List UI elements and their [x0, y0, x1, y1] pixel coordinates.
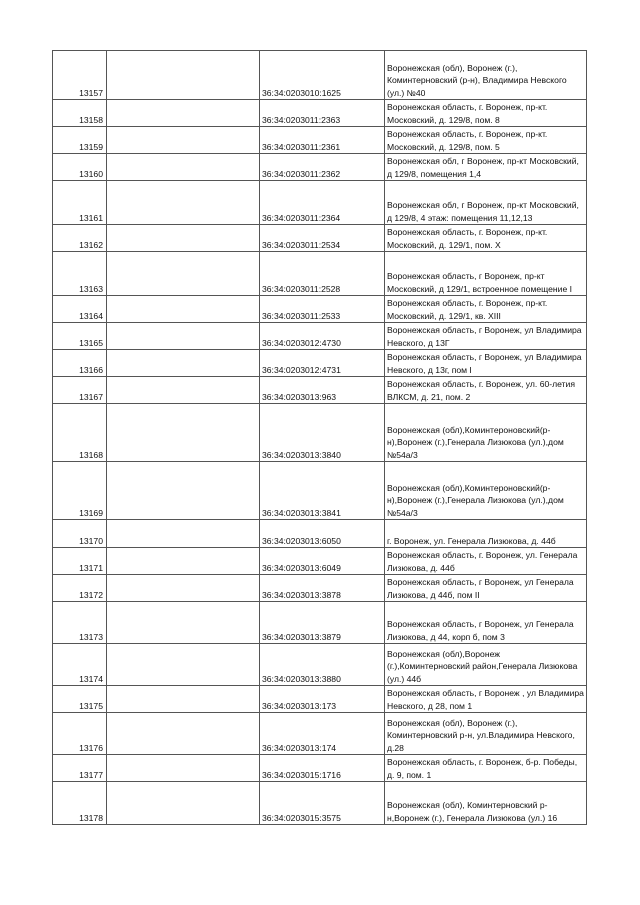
table-row: [53, 520, 587, 548]
empty-cell: [107, 713, 260, 755]
address-cell: Воронежская (обл), Воронеж (г.), Коминтерновский р-н, ул.Владимира Невского, д.28: [385, 713, 587, 755]
empty-cell: [107, 296, 260, 323]
row-number: 13158: [53, 100, 107, 127]
row-number: 13176: [53, 713, 107, 755]
table-row: [53, 154, 587, 181]
table-row: [53, 181, 587, 225]
empty-cell: [107, 548, 260, 575]
table-row: [53, 686, 587, 713]
row-number: 13163: [53, 252, 107, 296]
address-cell: Воронежская область, г. Воронеж, пр-кт. Московский, д. 129/1, кв. XIII: [385, 296, 587, 323]
empty-cell: [107, 575, 260, 602]
empty-cell: [107, 225, 260, 252]
cadastral-number: 36:34:0203011:2533: [260, 296, 385, 323]
empty-cell: [107, 462, 260, 520]
table-row: [53, 350, 587, 377]
empty-cell: [107, 350, 260, 377]
register-table-page: [52, 50, 586, 825]
cadastral-number: 36:34:0203013:3841: [260, 462, 385, 520]
empty-cell: [107, 127, 260, 154]
address-cell: Воронежская (обл),Коминтероновский(р-н),Воронеж (г.),Генерала Лизюкова (ул.),дом №54а/3: [385, 404, 587, 462]
row-number: 13175: [53, 686, 107, 713]
address-cell: г. Воронеж, ул. Генерала Лизюкова, д. 44б: [385, 520, 587, 548]
register-table: [52, 50, 587, 825]
table-row: [53, 100, 587, 127]
row-number: 13168: [53, 404, 107, 462]
table-row: [53, 602, 587, 644]
address-cell: Воронежская область, г. Воронеж, пр-кт. Московский, д. 129/8, пом. 5: [385, 127, 587, 154]
cadastral-number: 36:34:0203015:3575: [260, 782, 385, 825]
cadastral-number: 36:34:0203013:6049: [260, 548, 385, 575]
cadastral-number: 36:34:0203013:3880: [260, 644, 385, 686]
cadastral-number: 36:34:0203011:2361: [260, 127, 385, 154]
address-cell: Воронежская область, г. Воронеж, ул. Генерала Лизюкова, д. 44б: [385, 548, 587, 575]
table-row: [53, 296, 587, 323]
empty-cell: [107, 782, 260, 825]
table-row: [53, 252, 587, 296]
row-number: 13173: [53, 602, 107, 644]
address-cell: Воронежская обл, г Воронеж, пр-кт Московский, д 129/8, помещения 1,4: [385, 154, 587, 181]
cadastral-number: 36:34:0203013:3879: [260, 602, 385, 644]
empty-cell: [107, 686, 260, 713]
empty-cell: [107, 100, 260, 127]
empty-cell: [107, 377, 260, 404]
cadastral-number: 36:34:0203012:4730: [260, 323, 385, 350]
row-number: 13174: [53, 644, 107, 686]
register-table-body: [53, 51, 587, 825]
empty-cell: [107, 323, 260, 350]
row-number: 13161: [53, 181, 107, 225]
cadastral-number: 36:34:0203011:2363: [260, 100, 385, 127]
address-cell: Воронежская (обл), Воронеж (г.), Коминтерновский (р-н), Владимира Невского (ул.) №40: [385, 51, 587, 100]
empty-cell: [107, 181, 260, 225]
cadastral-number: 36:34:0203012:4731: [260, 350, 385, 377]
address-cell: Воронежская область, г Воронеж, ул Владимира Невского, д 13г, пом I: [385, 350, 587, 377]
address-cell: Воронежская область, г. Воронеж, пр-кт. Московский, д. 129/8, пом. 8: [385, 100, 587, 127]
cadastral-number: 36:34:0203011:2528: [260, 252, 385, 296]
row-number: 13169: [53, 462, 107, 520]
address-cell: Воронежская область, г. Воронеж, б-р. Победы, д. 9, пом. 1: [385, 755, 587, 782]
table-row: [53, 644, 587, 686]
address-cell: Воронежская (обл),Воронеж (г.),Коминтерновский район,Генерала Лизюкова (ул.) 44б: [385, 644, 587, 686]
address-cell: Воронежская (обл), Коминтерновский р-н,Воронеж (г.), Генерала Лизюкова (ул.) 16: [385, 782, 587, 825]
cadastral-number: 36:34:0203013:6050: [260, 520, 385, 548]
empty-cell: [107, 252, 260, 296]
row-number: 13167: [53, 377, 107, 404]
empty-cell: [107, 520, 260, 548]
table-row: [53, 755, 587, 782]
empty-cell: [107, 644, 260, 686]
row-number: 13172: [53, 575, 107, 602]
empty-cell: [107, 755, 260, 782]
table-row: [53, 462, 587, 520]
empty-cell: [107, 154, 260, 181]
row-number: 13159: [53, 127, 107, 154]
address-cell: Воронежская область, г Воронеж , ул Владимира Невского, д 28, пом 1: [385, 686, 587, 713]
address-cell: Воронежская область, г Воронеж, ул Владимира Невского, д 13Г: [385, 323, 587, 350]
address-cell: Воронежская область, г. Воронеж, пр-кт. Московский, д. 129/1, пом. X: [385, 225, 587, 252]
address-cell: Воронежская (обл),Коминтероновский(р-н),Воронеж (г.),Генерала Лизюкова (ул.),дом №54а/3: [385, 462, 587, 520]
row-number: 13157: [53, 51, 107, 100]
empty-cell: [107, 404, 260, 462]
row-number: 13162: [53, 225, 107, 252]
cadastral-number: 36:34:0203010:1625: [260, 51, 385, 100]
table-row: [53, 127, 587, 154]
row-number: 13171: [53, 548, 107, 575]
row-number: 13164: [53, 296, 107, 323]
cadastral-number: 36:34:0203015:1716: [260, 755, 385, 782]
cadastral-number: 36:34:0203013:963: [260, 377, 385, 404]
row-number: 13166: [53, 350, 107, 377]
address-cell: Воронежская область, г Воронеж, ул Генерала Лизюкова, д 44б, пом II: [385, 575, 587, 602]
row-number: 13160: [53, 154, 107, 181]
row-number: 13165: [53, 323, 107, 350]
address-cell: Воронежская область, г. Воронеж, ул. 60-летия ВЛКСМ, д. 21, пом. 2: [385, 377, 587, 404]
row-number: 13170: [53, 520, 107, 548]
table-row: [53, 404, 587, 462]
address-cell: Воронежская обл, г Воронеж, пр-кт Московский, д 129/8, 4 этаж: помещения 11,12,13: [385, 181, 587, 225]
cadastral-number: 36:34:0203011:2364: [260, 181, 385, 225]
table-row: [53, 548, 587, 575]
cadastral-number: 36:34:0203013:173: [260, 686, 385, 713]
table-row: [53, 323, 587, 350]
table-row: [53, 782, 587, 825]
table-row: [53, 713, 587, 755]
cadastral-number: 36:34:0203013:3878: [260, 575, 385, 602]
cadastral-number: 36:34:0203013:174: [260, 713, 385, 755]
address-cell: Воронежская область, г Воронеж, пр-кт Московский, д 129/1, встроенное помещение I: [385, 252, 587, 296]
cadastral-number: 36:34:0203011:2534: [260, 225, 385, 252]
table-row: [53, 51, 587, 100]
table-row: [53, 575, 587, 602]
empty-cell: [107, 602, 260, 644]
row-number: 13177: [53, 755, 107, 782]
row-number: 13178: [53, 782, 107, 825]
table-row: [53, 377, 587, 404]
address-cell: Воронежская область, г Воронеж, ул Генерала Лизюкова, д 44, корп б, пом 3: [385, 602, 587, 644]
table-row: [53, 225, 587, 252]
empty-cell: [107, 51, 260, 100]
cadastral-number: 36:34:0203011:2362: [260, 154, 385, 181]
cadastral-number: 36:34:0203013:3840: [260, 404, 385, 462]
